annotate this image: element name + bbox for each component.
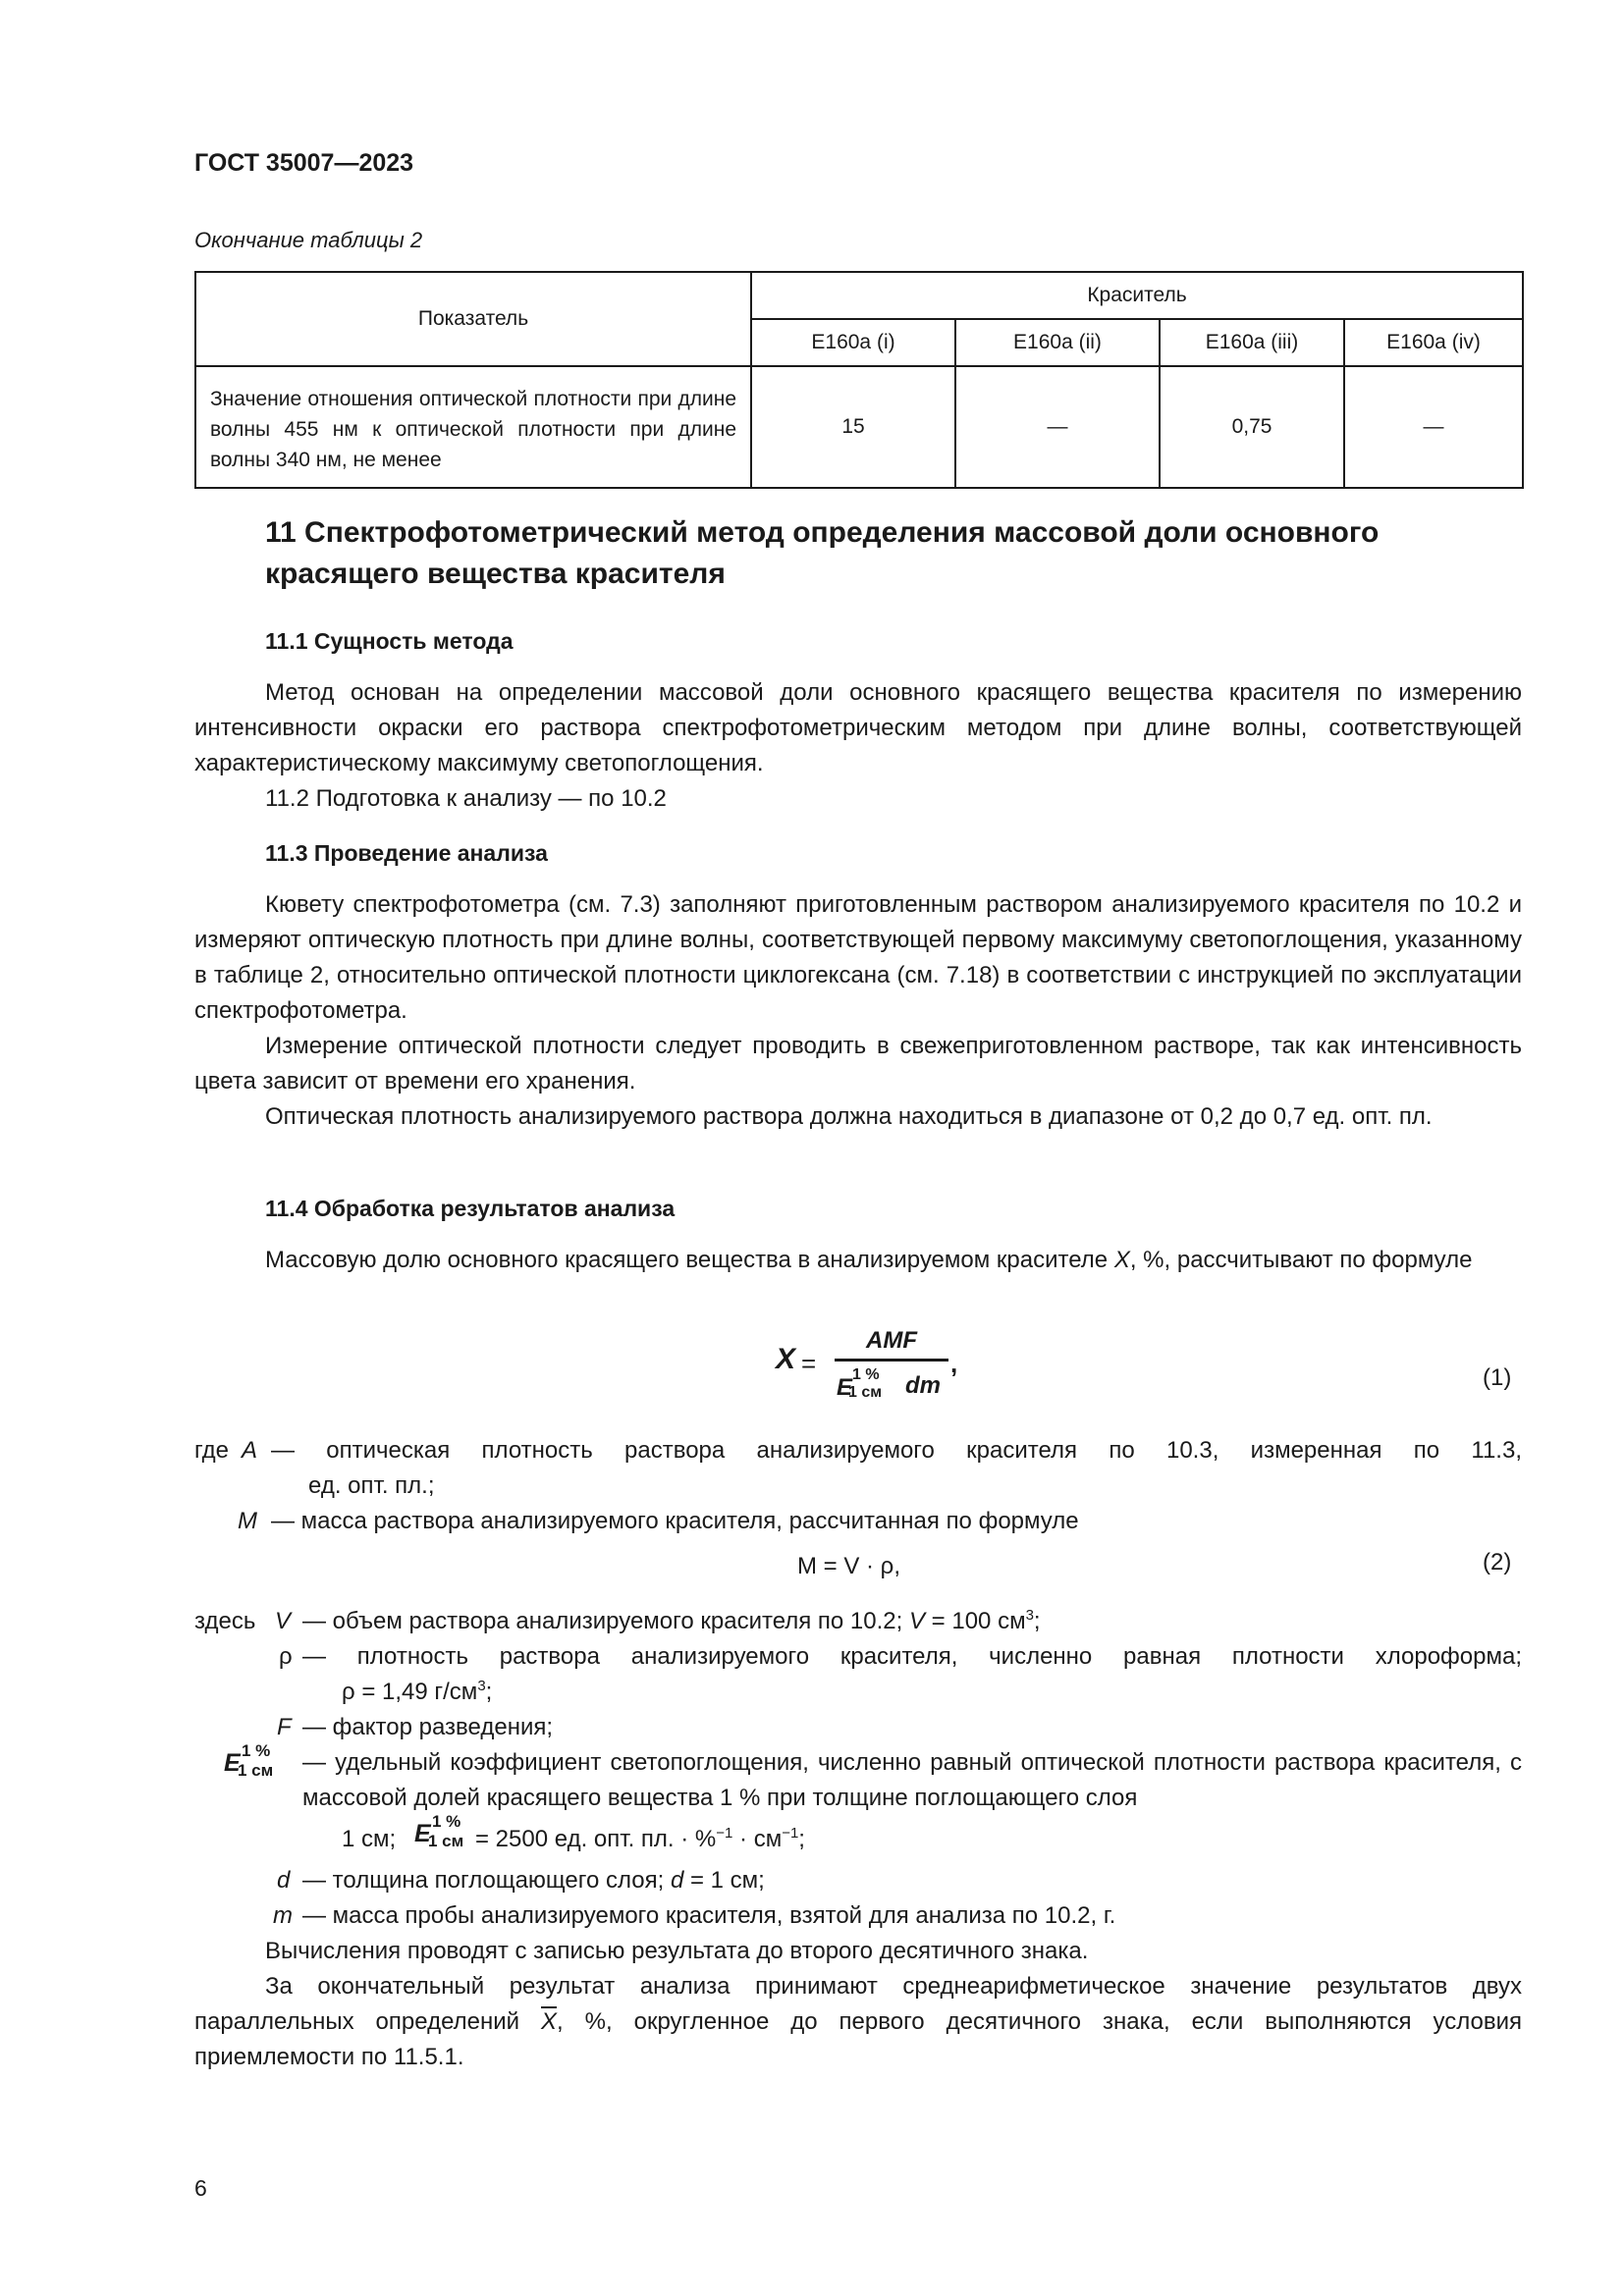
def-A-cont: ед. опт. пл.; (308, 1472, 435, 1499)
symbol-F: F (277, 1714, 292, 1740)
symbol-V: V (275, 1608, 292, 1634)
where-label: где (194, 1437, 230, 1464)
cell-value: — (955, 366, 1160, 488)
symbol-E: E 1 % 1 см (224, 1741, 274, 1780)
def-A: — оптическая плотность раствора анализируемого красителя по 10.3, измеренная по 11.3, (271, 1437, 1522, 1464)
formula-2: M = V · ρ, (797, 1553, 900, 1579)
def-V: — объем раствора анализируемого красителя по 10.2; V = 100 $см^3$; (302, 1607, 1041, 1634)
page-number: 6 (194, 2175, 207, 2201)
symbol-rho: ρ (279, 1643, 293, 1670)
table-caption: Окончание таблицы 2 (194, 228, 423, 252)
table-2 (194, 271, 1524, 489)
subsection-11-1-text: Метод основан на определении массовой доли основного красящего вещества красителя по измерению интенсивности окраски его раствора спектрофотометрическим методом при длине волны, соответствующей характеристическому максимуму светопоглощения. (194, 679, 1522, 776)
cell-value: — (1344, 366, 1523, 488)
symbol-M: M (238, 1508, 257, 1534)
rho-value: ρ = 1,49 $г/см^3$; (342, 1678, 493, 1705)
header-col-2: E160a (ii) (955, 319, 1160, 366)
symbol-E-inline: E 1 % 1 см (414, 1812, 464, 1850)
header-col-4: E160a (iv) (1344, 319, 1523, 366)
def-rho: — плотность раствора анализируемого красителя, численно равная плотности хлороформа; (302, 1643, 1522, 1670)
def-m: — масса пробы анализируемого красителя, взятой для анализа по 10.2, г. (302, 1902, 1116, 1929)
row-label: Значение отношения оптической плотности при длине волны 455 нм к оптической плотности при длине волны 340 нм, не менее (195, 366, 751, 488)
subsection-11-1-title: 11.1 Сущность метода (265, 628, 514, 654)
closing-p1: Вычисления проводят с записью результата до второго десятичного знака. (265, 1938, 1089, 1964)
header-col-1: E160a (i) (751, 319, 955, 366)
def-F: — фактор разведения; (302, 1714, 554, 1740)
section-title: 11 Спектрофотометрический метод определения массовой доли основного красящего вещества красителя (265, 516, 1380, 590)
cell-value: 15 (751, 366, 955, 488)
def-E: — удельный коэффициент светопоглощения, численно равный оптической плотности раствора красителя, с массовой долей красящего вещества 1 % при толщине поглощающего слоя (302, 1749, 1522, 1811)
subsection-11-4-title: 11.4 Обработка результатов анализа (265, 1196, 676, 1221)
header-col-3: E160a (iii) (1160, 319, 1344, 366)
equation-number-1: (1) (1483, 1364, 1512, 1391)
subsection-11-4-intro: Массовую долю основного красящего вещества в анализируемом красителе X, %, рассчитывают по формуле (265, 1247, 1473, 1273)
formula-1: X = AMF E 1 % 1 см dm , (776, 1327, 958, 1401)
symbol-A: A (242, 1437, 258, 1464)
subsection-11-3-p2: Измерение оптической плотности следует проводить в свежеприготовленном растворе, так как интенсивность цвета зависит от времени его хранения. (194, 1033, 1522, 1095)
subsection-11-3-title: 11.3 Проведение анализа (265, 840, 548, 866)
header-dye-group: Краситель (751, 272, 1523, 319)
symbol-d: d (277, 1867, 291, 1894)
def-M: — масса раствора анализируемого красителя, рассчитанная по формуле (271, 1508, 1079, 1534)
subsection-11-2: 11.2 Подготовка к анализу — по 10.2 (265, 785, 667, 812)
def-d: — толщина поглощающего слоя; d = 1 см; (302, 1867, 765, 1894)
equation-number-2: (2) (1483, 1549, 1512, 1575)
document-id: ГОСТ 35007—2023 (194, 149, 414, 177)
E-value: 1 см; (342, 1826, 397, 1852)
closing-p2: За окончательный результат анализа принимают среднеарифметическое значение результатов двух параллельных определений $\overline{X}$, %, округленное до первого десятичного знака, если выполняются условия приемлемости по 11.5.1. (194, 1973, 1522, 2070)
table-row (195, 366, 1523, 488)
cell-value: 0,75 (1160, 366, 1344, 488)
E-value-rest: = 2500 ед. опт. пл. · $\%^{-1} \cdot см^{-1}$; (475, 1825, 805, 1852)
subsection-11-3-p3: Оптическая плотность анализируемого раствора должна находиться в диапазоне от 0,2 до 0,7 ед. опт. пл. (265, 1103, 1433, 1130)
here-label: здесь (194, 1608, 256, 1634)
symbol-m: m (273, 1902, 293, 1929)
subsection-11-3-p1: Кювету спектрофотометра (см. 7.3) заполняют приготовленным раствором анализируемого красителя по 10.2 и измеряют оптическую плотность при длине волны, соответствующей первому максимуму светопоглощения, указанному в таблице 2, относительно оптической плотности циклогексана (см. 7.18) в соответствии с инструкцией по эксплуатации спектрофотометра. (194, 891, 1522, 1024)
header-indicator: Показатель (195, 272, 751, 366)
